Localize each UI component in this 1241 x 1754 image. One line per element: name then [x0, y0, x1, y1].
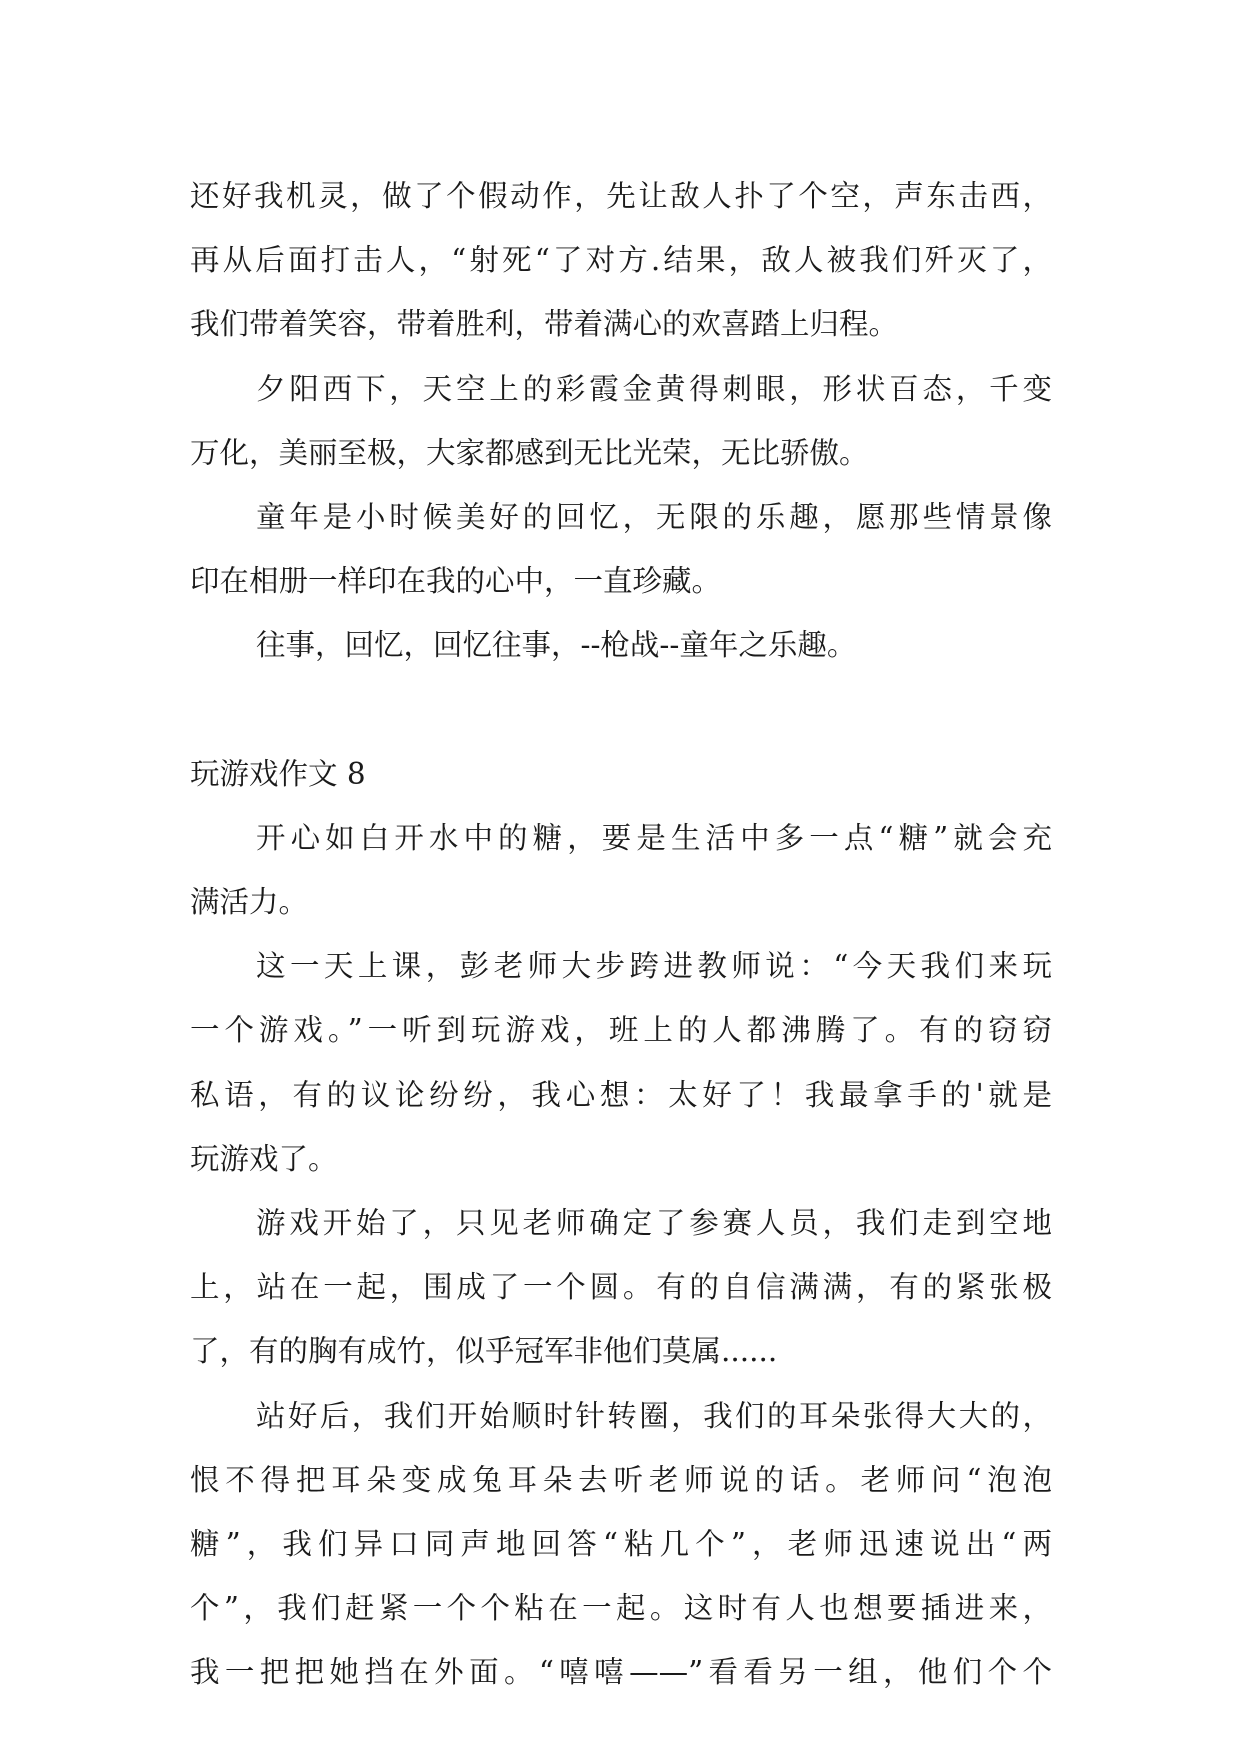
text-line: 万化，美丽至极，大家都感到无比光荣，无比骄傲。: [190, 435, 869, 470]
paragraph-first-line: 站好后，我们开始顺时针转圈，我们的耳朵张得大大的，: [256, 1398, 1052, 1433]
text-line: 印在相册一样印在我的心中，一直珍藏。: [190, 564, 722, 599]
paragraph-first-line: 这一天上课，彭老师大步跨进教师说：“今天我们来玩: [256, 949, 1052, 984]
section-title: 玩游戏作文 8: [190, 756, 366, 791]
text-line: 上，站在一起，围成了一个圆。有的自信满满，有的紧张极: [190, 1270, 1052, 1305]
text-line: 满活力。: [190, 885, 309, 920]
text-line: 了，有的胸有成竹，似乎冠军非他们莫属......: [190, 1334, 778, 1369]
section-gap: [190, 678, 1052, 742]
paragraph-first-line: 童年是小时候美好的回忆，无限的乐趣，愿那些情景像: [256, 499, 1052, 534]
text-line: 我一把把她挡在外面。“嘻嘻——”看看另一组，他们个个: [190, 1655, 1052, 1690]
text-line: 玩游戏了。: [190, 1141, 338, 1176]
paragraph-first-line: 游戏开始了，只见老师确定了参赛人员，我们走到空地: [256, 1206, 1052, 1240]
text-line: 个”，我们赶紧一个个粘在一起。这时有人也想要插进来，: [190, 1591, 1052, 1626]
document-body: [190, 164, 1052, 1705]
text-line: 还好我机灵，做了个假动作，先让敌人扑了个空，声东击西，: [190, 179, 1052, 213]
text-line: 私语，有的议论纷纷，我心想：太好了！我最拿手的'就是: [190, 1077, 1052, 1112]
paragraph-first-line: 开心如白开水中的糖，要是生活中多一点“糖”就会充: [256, 820, 1052, 855]
text-line: 恨不得把耳朵变成兔耳朵去听老师说的话。老师问“泡泡: [190, 1462, 1052, 1497]
paragraph-first-line: 夕阳西下，天空上的彩霞金黄得刺眼，形状百态，千变: [256, 371, 1052, 406]
text-line: 我们带着笑容，带着胜利，带着满心的欢喜踏上归程。: [190, 307, 899, 342]
paragraph-first-line: 往事，回忆，回忆往事，--枪战--童年之乐趣。: [256, 628, 857, 663]
text-line: 再从后面打击人，“射死“了对方.结果，敌人被我们歼灭了，: [190, 243, 1052, 278]
text-line: 一个游戏。”一听到玩游戏，班上的人都沸腾了。有的窃窃: [190, 1013, 1052, 1048]
text-line: 糖”，我们异口同声地回答“粘几个”，老师迅速说出“两: [190, 1526, 1052, 1561]
